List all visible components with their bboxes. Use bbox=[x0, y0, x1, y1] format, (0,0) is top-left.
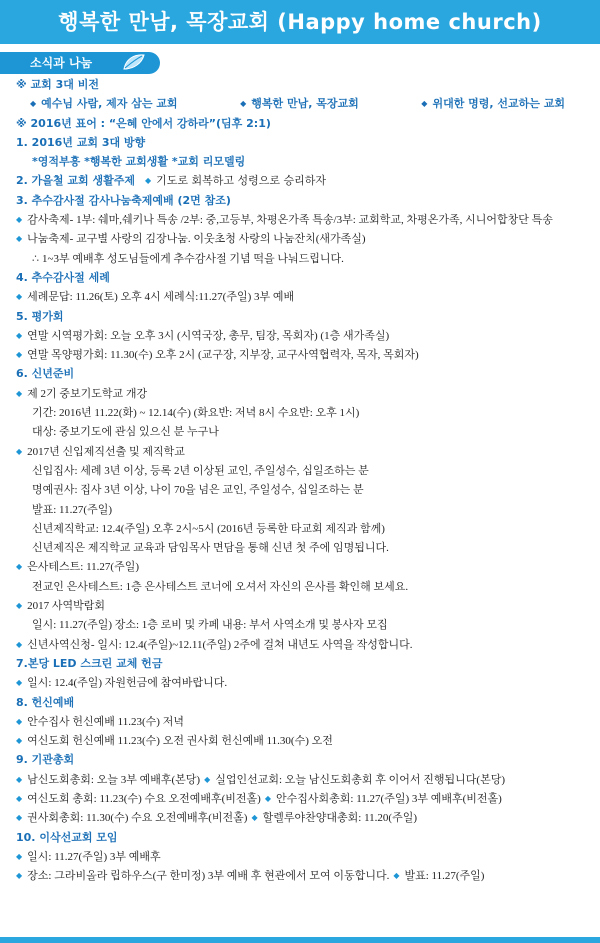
section-heading bbox=[16, 174, 591, 193]
notice-line bbox=[16, 638, 591, 657]
notice-line bbox=[16, 445, 591, 464]
line-text: 명예권사: 집사 3년 이상, 나이 70을 넘은 교인, 주일성수, 십일조하는 분 bbox=[32, 484, 364, 497]
line-text: *영적부흥 *행복한 교회생활 *교회 리모델링 bbox=[32, 155, 246, 169]
line-text: 9. 기관총회 bbox=[16, 753, 75, 767]
notice-line bbox=[16, 425, 591, 444]
section-label: 소식과 나눔 bbox=[30, 56, 93, 70]
vision-item: ◆ 행복한 만남, 목장교회 bbox=[240, 97, 359, 116]
line-text: 신년제직학교: 12.4(주일) 오후 2시~5시 (2016년 등록한 타교회 제직과 함께) bbox=[32, 522, 385, 535]
line-text: ※ 2016년 표어 : “은혜 안에서 강하라”(딤후 2:1) bbox=[16, 116, 271, 130]
line-text: 2017년 신입제직선출 및 제직학교 bbox=[27, 445, 185, 458]
line-text: 제 2기 중보기도학교 개강 bbox=[27, 387, 148, 400]
line-text: 1. 2016년 교회 3대 방향 bbox=[16, 135, 146, 149]
notice-line bbox=[16, 155, 591, 174]
line-text-secondary: ◆ 기도로 회복하고 성령으로 승리하자 bbox=[141, 174, 326, 187]
line-text-secondary: ◆ 발표: 11.27(주일) bbox=[389, 870, 484, 882]
section-heading bbox=[16, 657, 591, 676]
line-text: 1~3부 예배후 성도님들에게 추수감사절 기념 떡을 나눠드립니다. bbox=[42, 252, 344, 265]
line-text: 10. 이삭선교회 모임 bbox=[16, 830, 118, 844]
line-text: 연말 목양평가회: 11.30(수) 오후 2시 (교구장, 지부장, 교구사역협력자, 목자, 목회자) bbox=[27, 349, 419, 362]
section-heading bbox=[16, 271, 591, 290]
line-text-secondary: ◆ 실업인선교회: 오늘 남신도회총회 후 이어서 진행됩니다(본당) bbox=[200, 774, 505, 786]
notice-line bbox=[16, 387, 591, 406]
section-heading bbox=[16, 194, 591, 213]
notice-line bbox=[16, 483, 591, 502]
notice-line bbox=[16, 792, 591, 811]
line-text: 6. 신년준비 bbox=[16, 367, 75, 381]
bottom-bar bbox=[0, 937, 600, 943]
line-text: 장소: 그라비올라 립하우스(구 한미정) 3부 예배 후 현관에서 모여 이동합니다. bbox=[27, 870, 390, 883]
notice-line bbox=[16, 97, 591, 116]
section-heading bbox=[16, 78, 591, 97]
line-text: 일시: 12.4(주일) 자원헌금에 참여바랍니다. bbox=[27, 677, 228, 690]
notice-line bbox=[16, 676, 591, 695]
line-text: 신년사역신청- 일시: 12.4(주일)~12.11(주일) 2주에 걸쳐 내년도 사역을 작성합니다. bbox=[27, 638, 413, 651]
line-text: 연말 시역평가회: 오늘 오후 3시 (시역국장, 총무, 팀장, 목회자) (1층 새가족실) bbox=[27, 329, 390, 342]
notice-line bbox=[16, 232, 591, 251]
notice-line bbox=[16, 213, 591, 232]
line-text: 남신도회총회: 오늘 3부 예배후(본당) bbox=[27, 773, 201, 786]
notice-line bbox=[16, 329, 591, 348]
notice-line bbox=[16, 734, 591, 753]
notice-line bbox=[16, 618, 591, 637]
line-text: ※ 교회 3대 비전 bbox=[16, 78, 99, 91]
page-title: 행복한 만남, 목장교회 (Happy home church) bbox=[0, 0, 600, 44]
vision-item: ◆ 예수님 사람, 제자 삼는 교회 bbox=[30, 97, 178, 116]
line-text: 일시: 11.27(주일) 장소: 1층 로비 및 카페 내용: 부서 사역소개 및 봉사자 모집 bbox=[32, 619, 388, 632]
notice-line bbox=[16, 773, 591, 792]
line-text: 기간: 2016년 11.22(화) ~ 12.14(수) (화요반: 저녁 8시 수요반: 오후 1시) bbox=[32, 407, 360, 420]
notice-line bbox=[16, 715, 591, 734]
line-text: 2017 사역박람회 bbox=[27, 600, 106, 613]
notice-line bbox=[16, 599, 591, 618]
line-text: 일시: 11.27(주일) 3부 예배후 bbox=[27, 850, 161, 863]
line-text: 신년제직은 제직학교 교육과 담임목사 면담을 통해 신년 첫 주에 임명됩니다. bbox=[32, 542, 389, 555]
notice-line bbox=[16, 464, 591, 483]
notice-line bbox=[16, 290, 591, 309]
line-text: 여신도회 헌신예배 11.23(수) 오전 권사회 헌신예배 11.30(수) 오전 bbox=[27, 735, 333, 748]
line-text: 세례문답: 11.26(토) 오후 4시 세례식:11.27(주일) 3부 예배 bbox=[27, 291, 295, 304]
line-text-secondary: ◆ 안수집사회총회: 11.27(주일) 3부 예배후(비전홀) bbox=[261, 793, 502, 805]
line-text: 안수집사 헌신예배 11.23(수) 저녁 bbox=[27, 715, 184, 728]
notice-line bbox=[16, 503, 591, 522]
notice-line bbox=[16, 869, 591, 888]
notice-line bbox=[16, 406, 591, 425]
section-heading bbox=[16, 753, 591, 772]
section-heading bbox=[16, 831, 591, 850]
line-text: 나눔축제- 교구별 사랑의 김장나눔. 이웃초청 사랑의 나눔잔치(새가족실) bbox=[27, 233, 366, 246]
line-text: 권사회총회: 11.30(수) 수요 오전예배후(비전홀) bbox=[27, 812, 248, 825]
line-text: 8. 헌신예배 bbox=[16, 695, 75, 709]
section-heading bbox=[16, 310, 591, 329]
vision-item: ◆ 위대한 명령, 선교하는 교회 bbox=[421, 97, 565, 116]
line-text: 신입집사: 세례 3년 이상, 등록 2년 이상된 교인, 주일성수, 십일조하는 분 bbox=[32, 464, 369, 477]
line-text: 4. 추수감사절 세례 bbox=[16, 270, 110, 284]
notice-list bbox=[16, 78, 591, 888]
line-text: 감사축제- 1부: 쉐마,쉐키나 특송 /2부: 중,고등부, 차평온가족 특송/3부: 교회학교, 차평온가족, 시니어합창단 특송 bbox=[27, 214, 553, 227]
notice-line bbox=[16, 522, 591, 541]
line-text: 여신도회 총회: 11.23(수) 수요 오전예배후(비전홀) bbox=[27, 792, 261, 805]
notice-line bbox=[16, 560, 591, 579]
line-text: 대상: 중보기도에 관심 있으신 분 누구나 bbox=[32, 426, 219, 439]
notice-line bbox=[16, 252, 591, 271]
section-heading bbox=[16, 367, 591, 386]
line-text: 5. 평가회 bbox=[16, 309, 64, 323]
notice-line bbox=[16, 850, 591, 869]
leaf-icon bbox=[122, 53, 146, 71]
line-text: 전교인 은사테스트: 1층 은사테스트 코너에 오셔서 자신의 은사를 확인해 보세요. bbox=[32, 580, 409, 593]
line-text: 발표: 11.27(주일) bbox=[32, 503, 112, 516]
line-text: 3. 추수감사절 감사나눔축제예배 (2면 참조) bbox=[16, 193, 231, 207]
notice-line bbox=[16, 541, 591, 560]
section-heading bbox=[16, 136, 591, 155]
line-text-secondary: ◆ 할렐루야찬양대총회: 11.20(주일) bbox=[247, 812, 417, 824]
section-heading bbox=[16, 117, 591, 136]
notice-line bbox=[16, 580, 591, 599]
line-text: 7.본당 LED 스크린 교체 헌금 bbox=[16, 656, 163, 670]
section-heading bbox=[16, 696, 591, 715]
line-text: 2. 가을철 교회 생활주제 bbox=[16, 174, 135, 188]
line-text: 은사테스트: 11.27(주일) bbox=[27, 561, 140, 574]
notice-line bbox=[16, 348, 591, 367]
section-label-ribbon bbox=[0, 52, 160, 74]
notice-line bbox=[16, 811, 591, 830]
